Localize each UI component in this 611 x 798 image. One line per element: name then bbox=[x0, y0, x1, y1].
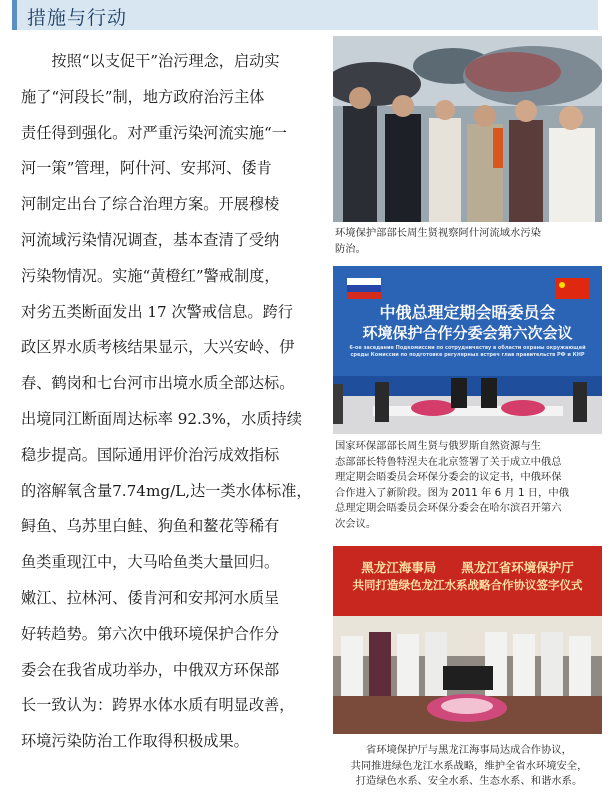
signing-banner-line-1: 黑龙江海事局 黑龙江省环境保护厅 bbox=[361, 560, 574, 575]
chinese-flag-icon bbox=[555, 278, 589, 299]
caption-line: 总理定期会晤委员会环保分委会在哈尔滨召开第六 bbox=[335, 502, 562, 514]
caption-line: 次会议。 bbox=[335, 517, 377, 530]
body-line: 污染物情况。实施“黄橙红”警戒制度， bbox=[21, 266, 280, 285]
caption-line: 打造绿色水系、安全水系、生态水系、和谐水系。 bbox=[355, 775, 583, 787]
body-line: 河一策”管理，阿什河、安邦河、倭肯 bbox=[21, 159, 272, 178]
caption-line: 环境保护部部长周生贤视察阿什河流域水污染 bbox=[335, 227, 541, 239]
body-line: 稳步提高。国际通用评价治污成效指标 bbox=[21, 445, 280, 464]
body-line: 责任得到强化。对严重污染河流实施“一 bbox=[21, 123, 287, 142]
caption-line: 国家环保部部长周生贤与俄罗斯自然资源与生 bbox=[335, 440, 541, 452]
caption-line: 合作进入了新阶段。图为 2011 年 6 月 1 日，中俄 bbox=[335, 486, 569, 499]
body-line: 出境同江断面周达标率 92.3%，水质持续 bbox=[21, 409, 302, 428]
meeting-banner-title-2: 环境保护合作分委会第六次会议 bbox=[362, 324, 573, 342]
body-text bbox=[21, 44, 313, 760]
russian-flag-icon bbox=[347, 278, 381, 299]
body-line: 按照“以支促干”治污理念，启动实 bbox=[21, 52, 280, 70]
caption-line: 省环境保护厅与黑龙江海事局达成合作协议， bbox=[366, 744, 572, 756]
signing-banner-line-2: 共同打造绿色龙江水系战略合作协议签字仪式 bbox=[352, 578, 583, 592]
caption-line: 理定期会晤委员会环保分委会的议定书，中俄环保 bbox=[335, 471, 562, 483]
photo-meeting bbox=[333, 266, 602, 434]
body-line: 环境污染防治工作取得积极成果。 bbox=[21, 732, 249, 751]
meeting-banner-subtitle-2: среды Комиссии по подготовке регулярных встреч глав правительств РФ и КНР bbox=[350, 352, 585, 358]
body-line: 嫩江、拉林河、倭肯河和安邦河水质呈 bbox=[21, 588, 280, 607]
caption-inspection bbox=[335, 226, 601, 257]
body-line: 长一致认为：跨界水体水质有明显改善， bbox=[21, 696, 295, 715]
photo-signing bbox=[333, 546, 602, 734]
body-line: 河制定出台了综合治理方案。开展穆棱 bbox=[21, 195, 280, 214]
section-title: 措施与行动 bbox=[27, 7, 128, 29]
caption-line: 态部部长特鲁特涅夫在北京签署了关于成立中俄总 bbox=[335, 455, 562, 468]
body-line: 对劣五类断面发出 17 次警戒信息。跨行 bbox=[21, 302, 293, 321]
photo-inspection-image bbox=[333, 36, 602, 222]
caption-line: 防治。 bbox=[335, 242, 366, 255]
meeting-banner-title-1: 中俄总理定期会晤委员会 bbox=[379, 303, 556, 322]
section-header bbox=[12, 0, 598, 30]
body-line: 春、鹤岗和七台河市出境水质全部达标。 bbox=[21, 374, 295, 393]
photo-inspection bbox=[333, 36, 602, 222]
caption-line: 共同推进绿色龙江水系战略，维护全省水环境安全， bbox=[350, 759, 588, 772]
caption-meeting bbox=[335, 439, 601, 532]
caption-signing bbox=[336, 743, 602, 790]
body-line: 委会在我省成功举办，中俄双方环保部 bbox=[21, 660, 280, 679]
body-line: 河流域污染情况调查，基本查清了受纳 bbox=[21, 230, 280, 249]
body-line: 的溶解氧含量7.74mg/L,达一类水体标准， bbox=[21, 481, 312, 500]
body-line: 好转趋势。第六次中俄环境保护合作分 bbox=[21, 624, 280, 643]
meeting-banner-subtitle-1: 6-ое заседание Подкомиссии по сотрудничеству в области охраны окружающей bbox=[349, 345, 586, 351]
body-line: 政区界水质考核结果显示，大兴安岭、伊 bbox=[21, 338, 295, 357]
body-line: 施了“河段长”制，地方政府治污主体 bbox=[21, 87, 265, 106]
body-line: 鱼类重现江中，大马哈鱼类大量回归。 bbox=[21, 553, 280, 572]
body-line: 鲟鱼、乌苏里白鲑、狗鱼和鳌花等稀有 bbox=[21, 517, 280, 536]
